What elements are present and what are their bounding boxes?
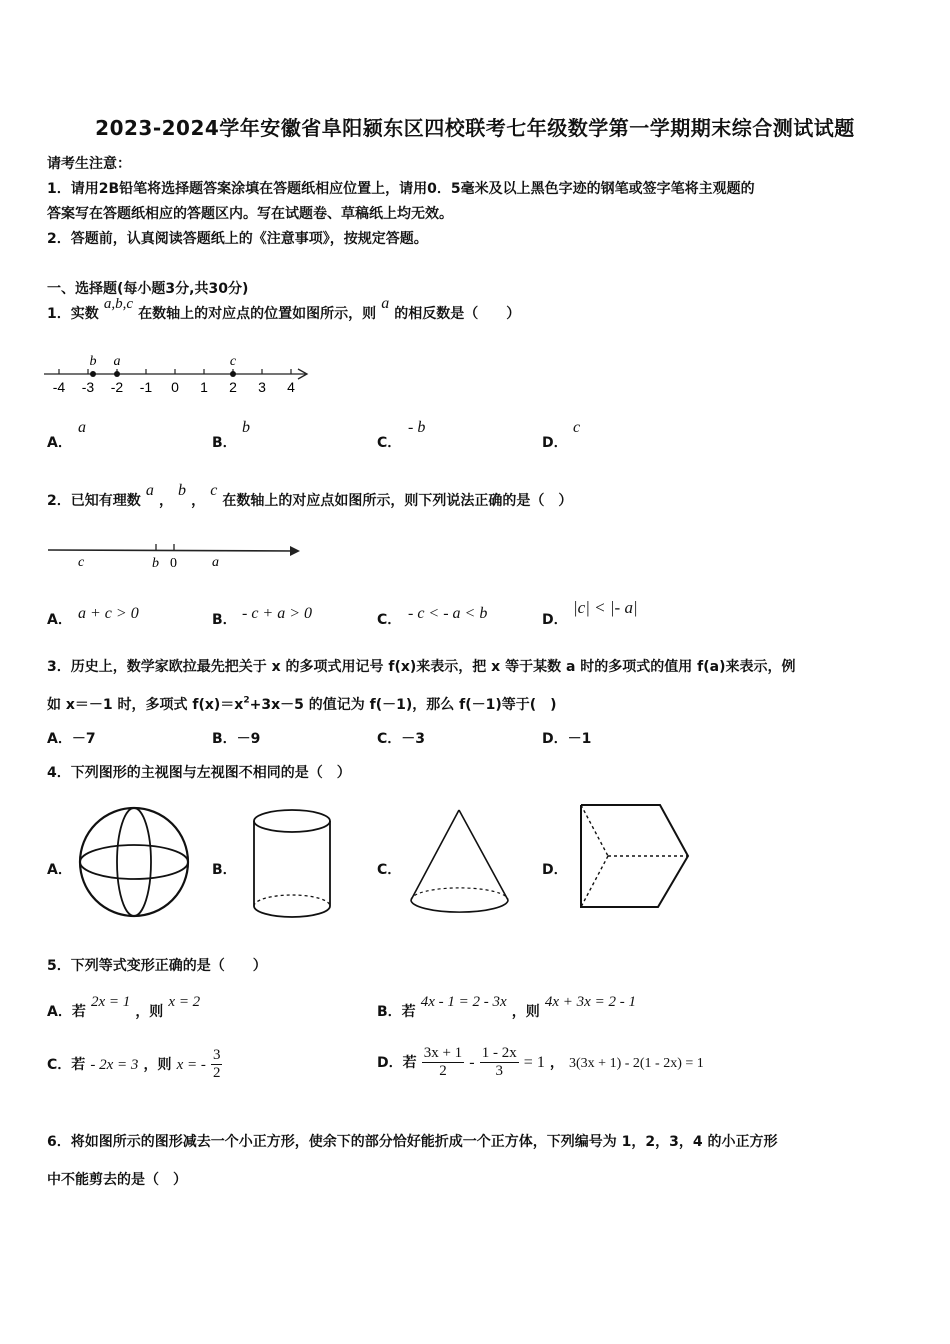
- q2-axis-label-a: a: [212, 555, 219, 570]
- q5-d-minus: -: [469, 1054, 475, 1071]
- notice-heading: 请考生注意：: [47, 156, 131, 172]
- section-heading: 一、选择题(每小题3分,共30分): [47, 281, 249, 297]
- q1-tick-label: -3: [81, 379, 95, 395]
- q5-c-fraction: [211, 1047, 223, 1082]
- q2-option-a-expr: a + c > 0: [78, 605, 139, 622]
- q2-option-c-expr: - c < - a < b: [408, 605, 488, 622]
- q5-c-result-prefix: x = -: [176, 1057, 206, 1073]
- q5-a-label: A．若: [47, 1004, 86, 1020]
- q2-option-d-label: D．: [542, 612, 568, 628]
- q5-a-then: ，则: [135, 1004, 164, 1020]
- q5-b-condition: 4x - 1 = 2 - 3x: [420, 994, 507, 1010]
- q3-option-a: [47, 728, 96, 748]
- q2-prefix: 2．已知有理数: [47, 493, 141, 509]
- q5-c-denominator: 2: [212, 1065, 221, 1081]
- notice-line-1: 1．请用2B铅笔将选择题答案涂填在答题纸相应位置上，请用0．5毫米及以上黑色字迹的钢笔或签字笔将主观题的: [47, 181, 755, 197]
- q2-option-a-label: A．: [47, 612, 72, 628]
- q4-option-a-label: A．: [47, 862, 72, 878]
- q1-option-d-expr: c: [573, 419, 581, 436]
- q5-b-result: 4x + 3x = 2 - 1: [544, 994, 636, 1010]
- q4-option-c-label: C．: [377, 862, 402, 878]
- cone-figure: [408, 808, 513, 918]
- notice-line-1b: 答案写在答题纸相应的答题区内。写在试题卷、草稿纸上均无效。: [47, 206, 453, 222]
- q1-tick-label: -4: [52, 379, 66, 395]
- cylinder-figure: [252, 808, 334, 923]
- q5-d-comma: ，: [549, 1055, 564, 1071]
- q1-point: [114, 371, 120, 377]
- q1-var: a: [381, 295, 390, 312]
- q3-line-1: 3．历史上，数学家欧拉最先把关于 x 的多项式用记号 f(x)来表示，把 x 等于某数 a 时的多项式的值用 f(a)来表示，例: [47, 659, 796, 675]
- question-2: [47, 482, 573, 510]
- q1-tick-label: 1: [200, 379, 208, 395]
- q3-option-b-label: B．: [212, 731, 237, 747]
- q2-c: c: [210, 482, 218, 499]
- q5-option-a: [47, 994, 201, 1021]
- q1-tick-label: -2: [110, 379, 124, 395]
- q5-d-denominator-1: 2: [439, 1063, 447, 1079]
- page-title: 2023-2024学年安徽省阜阳颍东区四校联考七年级数学第一学期期末综合测试试题: [95, 116, 855, 140]
- q5-a-condition: 2x = 1: [90, 994, 131, 1010]
- q2-axis-label-c: c: [78, 555, 85, 570]
- q1-option-c-expr: - b: [408, 419, 426, 436]
- q5-option-d: [377, 1045, 704, 1080]
- q1-number-line: [44, 350, 314, 395]
- q6-line-1: 6．将如图所示的图形减去一个小正方形，使余下的部分恰好能折成一个正方体，下列编号为 1，2，3，4 的小正方形: [47, 1134, 778, 1150]
- q1-tick-label: -1: [139, 379, 153, 395]
- q2-option-b-label: B．: [212, 612, 237, 628]
- q1-prefix: 1．实数: [47, 306, 99, 322]
- q5-d-result: 3(3x + 1) - 2(1 - 2x) = 1: [569, 1056, 704, 1071]
- q3-option-c-expr: －3: [401, 731, 426, 747]
- q5-option-b: [377, 994, 636, 1021]
- q3-superscript: 2: [243, 695, 250, 706]
- q1-option-a-label: A．: [47, 435, 72, 451]
- q5-d-label: D．若: [377, 1055, 417, 1071]
- q1-point-label: c: [229, 354, 237, 369]
- q1-option-a-expr: a: [78, 419, 86, 436]
- q1-post: 的相反数是（ ）: [394, 306, 521, 322]
- q1-point: [90, 371, 96, 377]
- q3-line-2: [47, 694, 557, 714]
- q2-b: b: [178, 482, 187, 499]
- q5-c-numerator: 3: [212, 1047, 221, 1063]
- q5-d-numerator-1: 3x + 1: [423, 1045, 463, 1061]
- q5-c-then: ，则: [143, 1057, 172, 1073]
- q2-sep1: ，: [158, 493, 173, 509]
- q1-tick-label: 3: [258, 379, 266, 395]
- q5-d-denominator-2: 3: [495, 1063, 503, 1079]
- q2-option-d-expr: |c| < |- a|: [573, 598, 638, 617]
- q1-point-label: b: [89, 354, 97, 369]
- q5-d-fraction-2: [480, 1045, 519, 1080]
- q2-a: a: [145, 482, 154, 499]
- q5-d-equals: = 1: [523, 1054, 545, 1071]
- q5-a-result: x = 2: [168, 994, 201, 1010]
- question-1: [47, 295, 521, 323]
- q2-post: 在数轴上的对应点如图所示，则下列说法正确的是（ ）: [222, 493, 573, 509]
- q5-b-label: B．若: [377, 1004, 416, 1020]
- q2-sep2: ，: [191, 493, 206, 509]
- q3-option-b: [212, 728, 260, 748]
- q4-text: 4．下列图形的主视图与左视图不相同的是（ ）: [47, 765, 351, 781]
- q1-tick-label: 0: [171, 379, 179, 395]
- q3-option-d-label: D．: [542, 731, 568, 747]
- q1-tick-label: 4: [287, 379, 295, 395]
- q4-option-d-label: D．: [542, 862, 568, 878]
- q2-option-c-label: C．: [377, 612, 402, 628]
- q5-d-numerator-2: 1 - 2x: [481, 1045, 517, 1061]
- q1-option-d-label: D．: [542, 435, 568, 451]
- q1-option-b-label: B．: [212, 435, 237, 451]
- prism-figure: [576, 801, 691, 913]
- q5-b-then: ，则: [511, 1004, 540, 1020]
- q3-option-b-expr: －9: [236, 731, 261, 747]
- q2-option-b-expr: - c + a > 0: [242, 605, 313, 622]
- q3-option-d-expr: －1: [567, 731, 592, 747]
- sphere-figure: [78, 803, 193, 921]
- q5-text: 5．下列等式变形正确的是（ ）: [47, 958, 267, 974]
- q1-point-label: a: [113, 354, 121, 369]
- notice-line-2: 2．答题前，认真阅读答题纸上的《注意事项》，按规定答题。: [47, 231, 428, 247]
- q1-option-b-expr: b: [242, 419, 250, 436]
- q1-tick-label: 2: [229, 379, 237, 395]
- q3-line-2a: 如 x＝－1 时，多项式 f(x)＝x: [47, 697, 244, 713]
- q3-option-a-expr: －7: [71, 731, 96, 747]
- q1-option-c-label: C．: [377, 435, 402, 451]
- q3-option-d: [542, 728, 591, 748]
- q2-axis-label-0: 0: [170, 556, 177, 571]
- q3-option-a-label: A．: [47, 731, 72, 747]
- q5-d-fraction-1: [422, 1045, 464, 1080]
- q1-point: [230, 371, 236, 377]
- q2-axis-label-b: b: [152, 556, 159, 571]
- q5-option-c: [47, 1047, 222, 1082]
- q3-option-c-label: C．: [377, 731, 402, 747]
- q5-c-condition: - 2x = 3: [90, 1057, 139, 1073]
- q2-number-line: [44, 535, 306, 575]
- q3-line-2b: +3x－5 的值记为 f(－1)，那么 f(－1)等于( ): [249, 697, 557, 713]
- q4-option-b-label: B．: [212, 862, 237, 878]
- q6-line-2: 中不能剪去的是（ ）: [47, 1172, 187, 1188]
- q3-option-c: [377, 728, 425, 748]
- q1-vars: a,b,c: [103, 296, 134, 312]
- q5-c-label: C．若: [47, 1057, 86, 1073]
- q1-middle: 在数轴上的对应点的位置如图所示，则: [138, 306, 377, 322]
